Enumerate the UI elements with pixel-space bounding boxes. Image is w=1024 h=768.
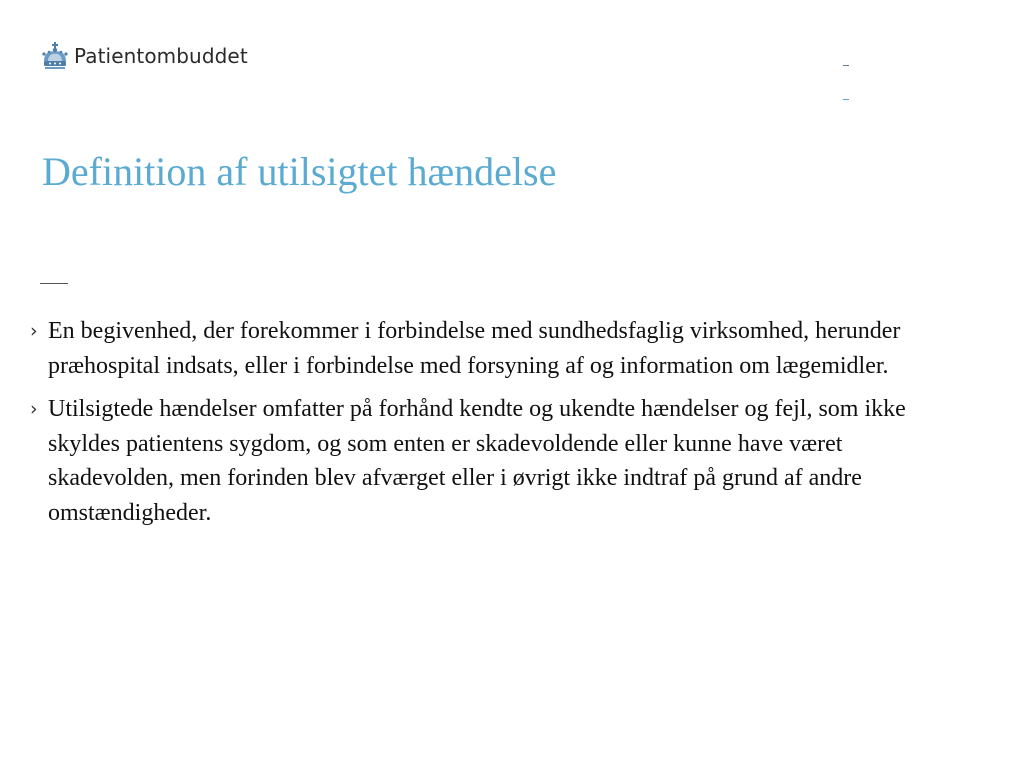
bullet-item	[30, 314, 970, 383]
bullet-marker: ›	[30, 320, 38, 342]
bullet-text: En begivenhed, der forekommer i forbindelse med sundhedsfaglig virksomhed, herunder præhospital indsats, eller i forbindelse med forsyning af og information om lægemidler.	[48, 318, 901, 379]
bullet-text: Utilsigtede hændelser omfatter på forhånd kendte og ukendte hændelser og fejl, som ikke skyldes patientens sygdom, og som enten er skadevoldende eller kunne have været skadevolden, men forinden blev afværget eller i øvrigt ikke indtraf på grund af andre omstændigheder.	[48, 396, 906, 526]
title-divider	[40, 283, 68, 284]
logo-text: Patientombuddet	[74, 44, 248, 68]
bullet-item	[30, 392, 970, 530]
bullet-list	[30, 314, 970, 539]
slide-title: Definition af utilsigtet hændelse	[42, 149, 557, 194]
decorative-dash	[843, 65, 849, 66]
bullet-marker: ›	[30, 398, 38, 420]
crown-icon	[40, 41, 70, 71]
decorative-dash	[843, 99, 849, 100]
logo	[40, 40, 248, 72]
